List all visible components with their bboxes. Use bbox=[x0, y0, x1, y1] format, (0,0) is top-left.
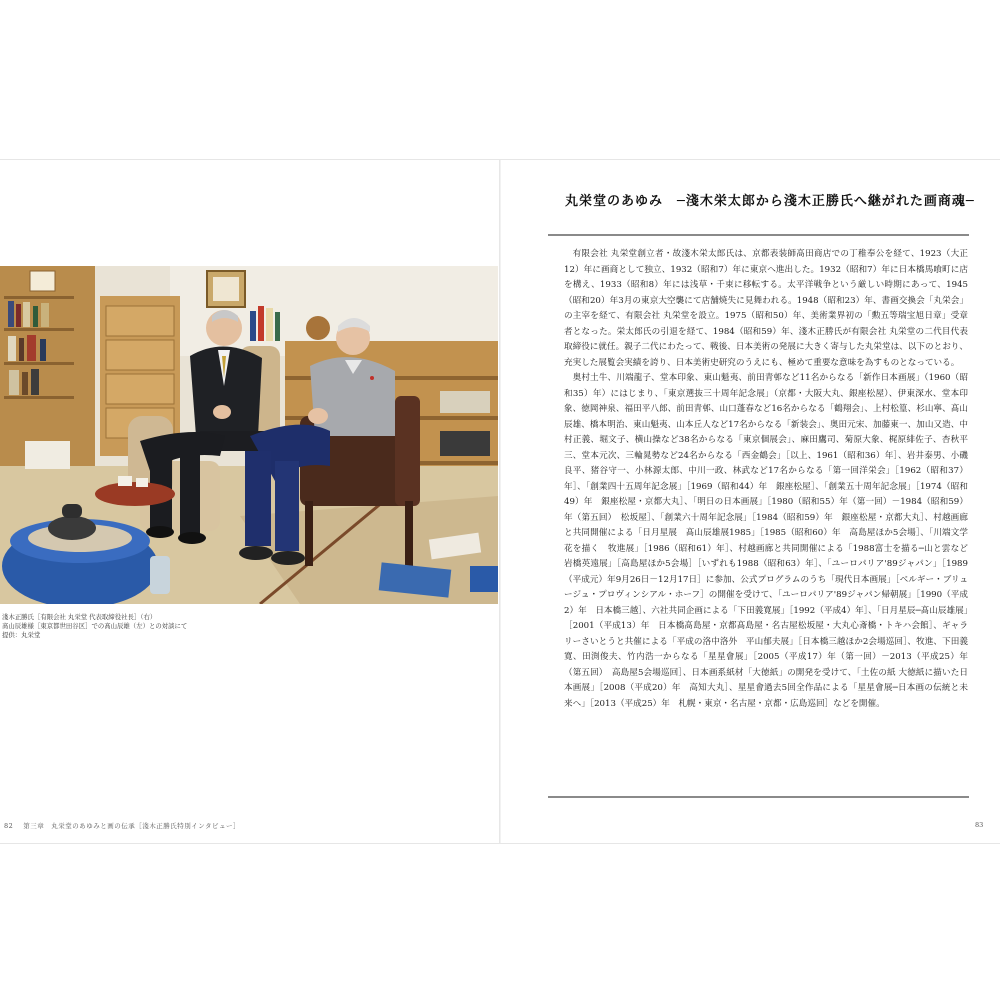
right-page-number: 83 bbox=[975, 821, 984, 829]
bottom-rule bbox=[548, 796, 969, 798]
article-body bbox=[564, 247, 977, 712]
caption-line: 提供：丸栄堂 bbox=[2, 631, 41, 640]
caption-line: 淺木正勝氏［有限会社 丸栄堂 代表取締役社長］（右） bbox=[2, 613, 157, 621]
paragraph: 奥村土牛、川端龍子、堂本印象、東山魁夷、前田青邨など11名からなる「新作日本画展」（1960（昭和35）年）にはじまり、「東京選抜三十周年記念展」（京都・大阪大丸、銀座松屋）、伊東深水、堂本印象、徳岡神泉、福田平八郎、前田青邨、山口蓬春など16名からなる「鶴翔会」、上村松篁、杉山寧、髙山辰雄、橋本明治、東山魁夷、山本丘人など17名からなる「新装会」、奥田元宋、加藤東一、加山又造、中村正義、堀文子、横山操など38名からなる「東京個展会」、麻田鷹司、菊原大象、梶原緋佐子、杏秋平三、堂本元次、三輪晁勢など24名からなる「西金鶴会」［以上、1961（昭和36）年］、岩井泰男、小磯良平、猪谷守一、小林源太郎、中川一政、林武など17名からなる「第一回洋栄会」［1962（昭和37）年］、「創業四十五周年記念展」［1969（昭和44）年 銀座松屋］、「創業五十周年記念展」［1974（昭和49）年 銀座松屋・京都大丸］、「明日の日本画展」［1980（昭和55）年（第一回）－1984（昭和59）年（第五回） 松坂屋］、「創業六十周年記念展」［1984（昭和59）年 銀座松屋・京都大丸］、村越画廊と共同開催による「日月星展 髙山辰雄展1985」［1985（昭和60）年 高島屋ほか5会場］、「川端文学 花を描く 牧進展」［1986（昭和61）年］、村越画廊と共同開催による「1988富士を描る─山と雲など 岩橋英遠展」［高島屋ほか5会場］［いずれも1988（昭和63）年］、「ユーロパリア'89ジャパン」［1989（平成元）年9月26日－12月17日］に参加、公式プログラムのうち「現代日本画展」［ベルギー・ブリュージュ・プロヴィンシアル・ホーフ］の開催を受けて、「ユーロパリア'89ジャパン帰朝展」［1990（平成2）年 日本橋三越］、六社共同企画による「下田義寛展」［1992（平成4）年］、「日月星辰─髙山辰雄展」［2001（平成13）年 日本橋髙島屋・京都髙島屋・名古屋松坂屋・大丸心斎橋・トキハ会館］、ギャラリーさいとうと共催による「平成の洛中洛外 平山郁夫展」［日本橋三越ほか2会場巡回］、牧進、下田義寛、田渕俊夫、竹内浩一からなる「星星會展」［2005（平成17）年（第一回）－2013（平成25）年（第五回） 高島屋5会場巡回］、日本画系紙材「大徳紙」の開発を受けて、「土佐の紙 大徳紙に描いた日本画展」［2008（平成20）年 高知大丸］、星星會過去5回全作品による「星星會展─日本画の伝統と未来へ」［2013（平成25）年 札幌・東京・名古屋・京都・広島巡回］などを開催。 bbox=[564, 373, 977, 709]
left-page-number: 82 bbox=[4, 822, 14, 830]
right-page bbox=[501, 160, 1000, 843]
left-folio bbox=[4, 821, 250, 830]
top-rule bbox=[548, 234, 969, 236]
photo-caption bbox=[2, 613, 232, 641]
interview-photo bbox=[0, 266, 498, 604]
running-head: 第三章 丸栄堂のあゆみと画の伝承［淺木正勝氏特別インタビュー］ bbox=[23, 822, 241, 830]
paragraph: 有限会社 丸栄堂創立者・故淺木栄太郎氏は、京都表装師髙田商店での丁稚奉公を経て、1923（大正12）年に画商として独立、1932（昭和7）年に東京へ進出した。1932（昭和7）年に日本橋馬喰町に店を構え、1933（昭和8）年には浅草・千束に移転する。太平洋戦争という厳しい時期にあって、1945（昭和20）年3月の東京大空襲にて店舗焼失に見舞われる。1948（昭和23）年、書画交換会「丸栄会」の主宰を経て、有限会社 丸栄堂を設立。1975（昭和50）年、美術業界初の「勲五等瑞宝旭日章」受章者となった。栄太郎氏の引退を経て、1984（昭和59）年、淺木正勝氏が有限会社 丸栄堂の二代目代表取締役に就任。親子二代にわたって、戦後、日本美術の発展に大きく寄与した丸栄堂は、以下のとおり、充実した展覧会実績を誇り、日本美術史研究のうえにも、極めて重要な意味を為すものとなっている。 bbox=[564, 249, 968, 368]
caption-line: 髙山辰雄様［東京都世田谷区］での髙山辰雄（左）との対談にて bbox=[2, 622, 188, 631]
section-heading: 丸栄堂のあゆみ ─淺木栄太郎から淺木正勝氏へ継がれた画商魂─ bbox=[565, 194, 975, 209]
left-page bbox=[0, 160, 499, 843]
book-spread bbox=[0, 159, 1000, 844]
